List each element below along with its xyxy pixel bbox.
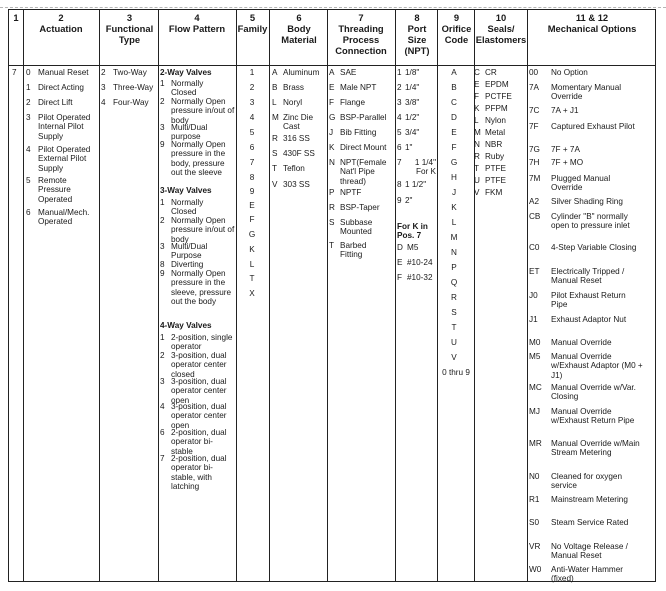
option-label: BSP-Parallel xyxy=(340,113,387,122)
orifice-code: U xyxy=(451,338,457,347)
option-label: PCTFE xyxy=(485,92,512,101)
option-label: 4-Step Variable Closing xyxy=(551,243,637,252)
option-label: 7F + 7A xyxy=(551,145,580,154)
option-code: T xyxy=(272,164,278,173)
orifice-code: R xyxy=(451,293,457,302)
option-label: 316 SS xyxy=(283,134,310,143)
option-label: M5 xyxy=(407,243,419,252)
option-label: Normally Open pressure in the body, pressure out the sleeve xyxy=(171,140,226,177)
option-code: J xyxy=(329,128,334,137)
option-code: 1 xyxy=(160,333,165,342)
option-code: 7G xyxy=(529,145,540,154)
option-code: 2 xyxy=(101,68,106,77)
option-code: F xyxy=(474,92,480,101)
family-code: X xyxy=(249,289,255,298)
orifice-code: 0 thru 9 xyxy=(442,368,470,377)
option-label: Anti-Water Hammer (fixed) xyxy=(551,565,624,584)
column-title: Port Size (NPT) xyxy=(404,23,430,56)
option-code: C0 xyxy=(529,243,540,252)
column-number: 2 xyxy=(58,12,64,23)
section-heading-3-way: 3-Way Valves xyxy=(160,186,212,195)
option-label: NPTF xyxy=(340,188,362,197)
option-code: CB xyxy=(529,212,541,221)
orifice-code: B xyxy=(451,83,457,92)
option-label: Brass xyxy=(283,83,304,92)
divider xyxy=(395,10,396,581)
option-code: 2 xyxy=(160,216,165,225)
option-code: 8 xyxy=(160,260,165,269)
option-code: 4 xyxy=(26,145,31,154)
option-code: 7C xyxy=(529,106,540,115)
header-row xyxy=(9,10,655,66)
column-number: 1 xyxy=(13,12,19,23)
option-label: Aluminum xyxy=(283,68,320,77)
option-code: E xyxy=(397,258,403,267)
option-code: P xyxy=(329,188,335,197)
option-code: R xyxy=(474,152,480,161)
option-code: 6 xyxy=(26,208,31,217)
option-code: 8 xyxy=(397,180,402,189)
option-code: M xyxy=(272,113,279,122)
option-label: Bib Fitting xyxy=(340,128,377,137)
option-label: Mainstream Metering xyxy=(551,495,628,504)
option-code: 7M xyxy=(529,174,541,183)
option-label: BSP-Taper xyxy=(340,203,380,212)
option-code: S xyxy=(272,149,278,158)
orifice-code: Q xyxy=(450,278,458,287)
option-label: 7F + MO xyxy=(551,158,584,167)
option-label: No Option xyxy=(551,68,588,77)
family-code: 9 xyxy=(249,187,255,196)
family-code: 1 xyxy=(249,68,255,77)
option-code: 2 xyxy=(160,97,165,106)
option-label: Cylinder "B" normally open to pressure inlet xyxy=(551,212,630,231)
option-code: A xyxy=(272,68,278,77)
option-code: R xyxy=(329,203,335,212)
option-code: G xyxy=(329,113,336,122)
family-code: 3 xyxy=(249,98,255,107)
option-code: 3 xyxy=(160,377,165,386)
option-label: Multi/Dual Purpose xyxy=(171,242,208,261)
column-title: Flow Pattern xyxy=(168,23,226,34)
option-label: 1/8" xyxy=(405,68,420,77)
orifice-code: E xyxy=(451,128,457,137)
option-label: 303 SS xyxy=(283,180,310,189)
option-label: No Voltage Release / Manual Reset xyxy=(551,542,628,561)
divider xyxy=(269,10,270,581)
orifice-code: M xyxy=(450,233,458,242)
family-code: T xyxy=(249,274,255,283)
option-label: PFPM xyxy=(485,104,508,113)
family-code: K xyxy=(249,245,255,254)
option-label: 2" xyxy=(405,196,413,205)
column-header-body-material xyxy=(271,12,327,45)
column-title: Functional Type xyxy=(105,23,154,45)
divider xyxy=(437,10,438,581)
option-code: 6 xyxy=(160,428,165,437)
divider xyxy=(23,10,24,581)
option-code: 7F xyxy=(529,122,539,131)
option-code: N xyxy=(474,140,480,149)
orifice-code: G xyxy=(450,158,458,167)
option-label: Exhaust Adaptor Nut xyxy=(551,315,627,324)
option-code: M xyxy=(474,128,481,137)
divider xyxy=(99,10,100,581)
option-label: Multi/Dual purpose xyxy=(171,123,208,142)
option-code: F xyxy=(329,98,335,107)
option-code: A2 xyxy=(529,197,540,206)
option-code: 2 xyxy=(160,351,165,360)
option-label: Manual Reset xyxy=(38,68,89,77)
option-code: R1 xyxy=(529,495,540,504)
divider xyxy=(158,10,159,581)
column-number: 4 xyxy=(194,12,200,23)
column-header-functional-type xyxy=(101,12,158,45)
option-code: T xyxy=(474,164,480,173)
option-label: Cleaned for oxygen service xyxy=(551,472,623,491)
column-header-family xyxy=(236,12,269,34)
orifice-code: A xyxy=(451,68,457,77)
option-label: Electrically Tripped / Manual Reset xyxy=(551,267,625,286)
option-code: D xyxy=(397,243,403,252)
option-code: J1 xyxy=(529,315,538,324)
option-label: Steam Service Rated xyxy=(551,518,629,527)
family-code: G xyxy=(248,230,256,239)
orifice-code: K xyxy=(451,203,457,212)
option-label: Manual Override w/Exhaust Adaptor (M0 + J1) xyxy=(551,352,643,380)
option-label: Direct Acting xyxy=(38,83,84,92)
option-code: 7 xyxy=(160,454,165,463)
option-label: 1 1/2" xyxy=(405,180,427,189)
option-code: MC xyxy=(529,383,542,392)
valve-ordering-code-table xyxy=(8,9,656,582)
option-code: S0 xyxy=(529,518,540,527)
family-code: 5 xyxy=(249,128,255,137)
option-code: 9 xyxy=(160,269,165,278)
column-title: Orifice Code xyxy=(441,23,472,45)
column-header-1 xyxy=(9,12,23,23)
option-label: Metal xyxy=(485,128,506,137)
column-header-port-size xyxy=(397,12,437,56)
option-label: Normally Open pressure in/out of body xyxy=(171,97,235,125)
option-code: 7 xyxy=(397,158,402,167)
option-code: S xyxy=(329,218,335,227)
option-label: Normally Open pressure in the sleeve, pressure out the body xyxy=(171,269,232,306)
option-label: NBR xyxy=(485,140,503,149)
option-label: Manual Override w/Main Stream Metering xyxy=(551,439,640,458)
section-heading-4-way: 4-Way Valves xyxy=(160,321,212,330)
option-code: R xyxy=(272,134,278,143)
option-code: M5 xyxy=(529,352,541,361)
option-label: Ruby xyxy=(485,152,505,161)
port-size-k-heading: For K in Pos. 7 xyxy=(397,222,428,241)
option-label: 430F SS xyxy=(283,149,315,158)
option-label: 1" xyxy=(405,143,413,152)
option-label: Silver Shading Ring xyxy=(551,197,623,206)
option-label: Noryl xyxy=(283,98,303,107)
option-code: 3 xyxy=(160,242,165,251)
option-code: F xyxy=(397,273,403,282)
col1-value: 7 xyxy=(12,68,17,77)
option-code: 6 xyxy=(397,143,402,152)
option-label: Remote Pressure Operated xyxy=(38,176,73,204)
option-label: 3/4" xyxy=(405,128,420,137)
option-code: 3 xyxy=(397,98,402,107)
option-label: 1/4" xyxy=(405,83,420,92)
option-code: T xyxy=(329,241,335,250)
option-label: Pilot Operated Internal Pilot Supply xyxy=(38,113,91,141)
section-heading-2-way: 2-Way Valves xyxy=(160,68,212,77)
option-label: Direct Mount xyxy=(340,143,387,152)
column-header-orifice xyxy=(439,12,474,45)
option-label: Normally Open pressure in/out of body xyxy=(171,216,235,244)
option-label: Normally Closed xyxy=(171,198,204,217)
option-label: Momentary Manual Override xyxy=(551,83,622,102)
option-code: E xyxy=(329,83,335,92)
option-label: Manual/Mech. Operated xyxy=(38,208,90,227)
orifice-code: T xyxy=(451,323,457,332)
option-code: 7H xyxy=(529,158,540,167)
divider xyxy=(236,10,237,581)
column-title: Threading Process Connection xyxy=(335,23,387,56)
option-code: U xyxy=(474,176,480,185)
option-label: Zinc Die Cast xyxy=(283,113,314,132)
option-code: M0 xyxy=(529,338,541,347)
orifice-code: C xyxy=(451,98,457,107)
option-label: NPT(Female Nat'l Pipe thread) xyxy=(340,158,387,186)
option-code: 4 xyxy=(160,402,165,411)
option-code: MR xyxy=(529,439,542,448)
top-dashed-rule xyxy=(0,0,666,8)
family-code: L xyxy=(249,260,255,269)
option-label: #10-32 xyxy=(407,273,433,282)
option-code: 5 xyxy=(26,176,31,185)
column-title: Actuation xyxy=(39,23,83,34)
option-code: N xyxy=(329,158,335,167)
option-code: B xyxy=(272,83,278,92)
orifice-code: N xyxy=(451,248,457,257)
option-code: L xyxy=(474,116,479,125)
column-number: 11 & 12 xyxy=(575,12,609,23)
option-code: W0 xyxy=(529,565,542,574)
option-code: 1 xyxy=(160,79,165,88)
column-number: 6 xyxy=(296,12,302,23)
option-label: Four-Way xyxy=(113,98,149,107)
option-code: E xyxy=(474,80,480,89)
option-code: N0 xyxy=(529,472,540,481)
option-code: K xyxy=(329,143,335,152)
option-code: 3 xyxy=(26,113,31,122)
option-label: 2-position, dual operator bi-stable, with latching xyxy=(171,454,227,491)
orifice-code: S xyxy=(451,308,457,317)
option-label: PTFE xyxy=(485,176,506,185)
option-code: 9 xyxy=(397,196,402,205)
family-code: 4 xyxy=(249,113,255,122)
option-label: Barbed Fitting xyxy=(340,241,367,260)
option-label: 3-position, dual operator center open xyxy=(171,377,227,405)
orifice-code: L xyxy=(451,218,457,227)
family-code: F xyxy=(249,215,255,224)
option-label: 1 1/4" For K xyxy=(414,158,436,177)
orifice-code: F xyxy=(451,143,457,152)
option-label: Diverting xyxy=(171,260,204,269)
option-label: CR xyxy=(485,68,497,77)
option-label: SAE xyxy=(340,68,357,77)
option-code: 2 xyxy=(397,83,402,92)
option-code: 9 xyxy=(160,140,165,149)
family-code: 7 xyxy=(249,158,255,167)
option-code: 00 xyxy=(529,68,539,77)
divider xyxy=(327,10,328,581)
option-code: MJ xyxy=(529,407,540,416)
option-label: 7A + J1 xyxy=(551,106,579,115)
column-number: 5 xyxy=(249,12,256,23)
option-label: Pilot Exhaust Return Pipe xyxy=(551,291,626,310)
orifice-code: P xyxy=(451,263,457,272)
option-label: Manual Override w/Var. Closing xyxy=(551,383,636,402)
option-label: Male NPT xyxy=(340,83,377,92)
column-number: 9 xyxy=(453,12,460,23)
option-label: FKM xyxy=(485,188,503,197)
option-code: 3 xyxy=(160,123,165,132)
option-code: 4 xyxy=(101,98,106,107)
option-code: 4 xyxy=(397,113,402,122)
option-code: V xyxy=(474,188,480,197)
column-number: 10 xyxy=(495,12,507,23)
column-header-actuation xyxy=(23,12,99,34)
divider xyxy=(527,10,528,581)
option-label: PTFE xyxy=(485,164,506,173)
family-code: 8 xyxy=(249,173,255,182)
family-code: 2 xyxy=(249,83,255,92)
column-number: 8 xyxy=(414,12,420,23)
option-code: 1 xyxy=(397,68,402,77)
option-label: Manual Override w/Exhaust Return Pipe xyxy=(551,407,635,426)
orifice-code: D xyxy=(451,113,457,122)
option-code: V xyxy=(272,180,278,189)
option-label: 3-position, dual operator center open xyxy=(171,402,227,430)
option-label: Subbase Mounted xyxy=(340,218,373,237)
option-code: VR xyxy=(529,542,541,551)
option-label: Plugged Manual Override xyxy=(551,174,611,193)
option-label: Nylon xyxy=(485,116,506,125)
column-title: Seals/ Elastomers xyxy=(475,23,527,45)
option-label: 1/2" xyxy=(405,113,420,122)
option-code: L xyxy=(272,98,277,107)
option-label: EPDM xyxy=(485,80,509,89)
option-label: Three-Way xyxy=(113,83,154,92)
option-label: Manual Override xyxy=(551,338,612,347)
column-number: 3 xyxy=(126,12,133,23)
option-label: Pilot Operated External Pilot Supply xyxy=(38,145,91,173)
option-code: K xyxy=(474,104,480,113)
column-title: Mechanical Options xyxy=(547,23,637,34)
option-code: 5 xyxy=(397,128,402,137)
option-code: 0 xyxy=(26,68,31,77)
option-code: 2 xyxy=(26,98,31,107)
option-label: Flange xyxy=(340,98,366,107)
column-header-threading xyxy=(327,12,395,56)
family-code: E xyxy=(249,201,255,210)
orifice-code: J xyxy=(451,188,457,197)
option-label: 3-position, dual operator center closed xyxy=(171,351,227,379)
column-number: 7 xyxy=(358,12,364,23)
column-title: Body Material xyxy=(281,23,317,45)
column-header-flow-pattern xyxy=(158,12,236,34)
option-label: Normally Closed xyxy=(171,79,204,98)
option-label: Teflon xyxy=(283,164,305,173)
option-label: 2-position, single operator xyxy=(171,333,233,352)
orifice-code: V xyxy=(451,353,457,362)
option-label: 2-position, dual operator bi-stable xyxy=(171,428,227,456)
option-code: 1 xyxy=(26,83,31,92)
option-code: J0 xyxy=(529,291,538,300)
column-header-seals xyxy=(475,12,527,45)
family-code: 6 xyxy=(249,143,255,152)
option-code: 3 xyxy=(101,83,106,92)
option-code: 1 xyxy=(160,198,165,207)
column-header-options xyxy=(534,12,650,34)
option-code: A xyxy=(329,68,335,77)
option-label: Direct Lift xyxy=(38,98,73,107)
option-label: #10-24 xyxy=(407,258,433,267)
option-code: 7A xyxy=(529,83,540,92)
option-label: Captured Exhaust Pilot xyxy=(551,122,635,131)
option-code: ET xyxy=(529,267,540,276)
option-label: Two-Way xyxy=(113,68,147,77)
option-code: C xyxy=(474,68,480,77)
option-label: 3/8" xyxy=(405,98,420,107)
orifice-code: H xyxy=(451,173,457,182)
column-title: Family xyxy=(237,23,268,34)
